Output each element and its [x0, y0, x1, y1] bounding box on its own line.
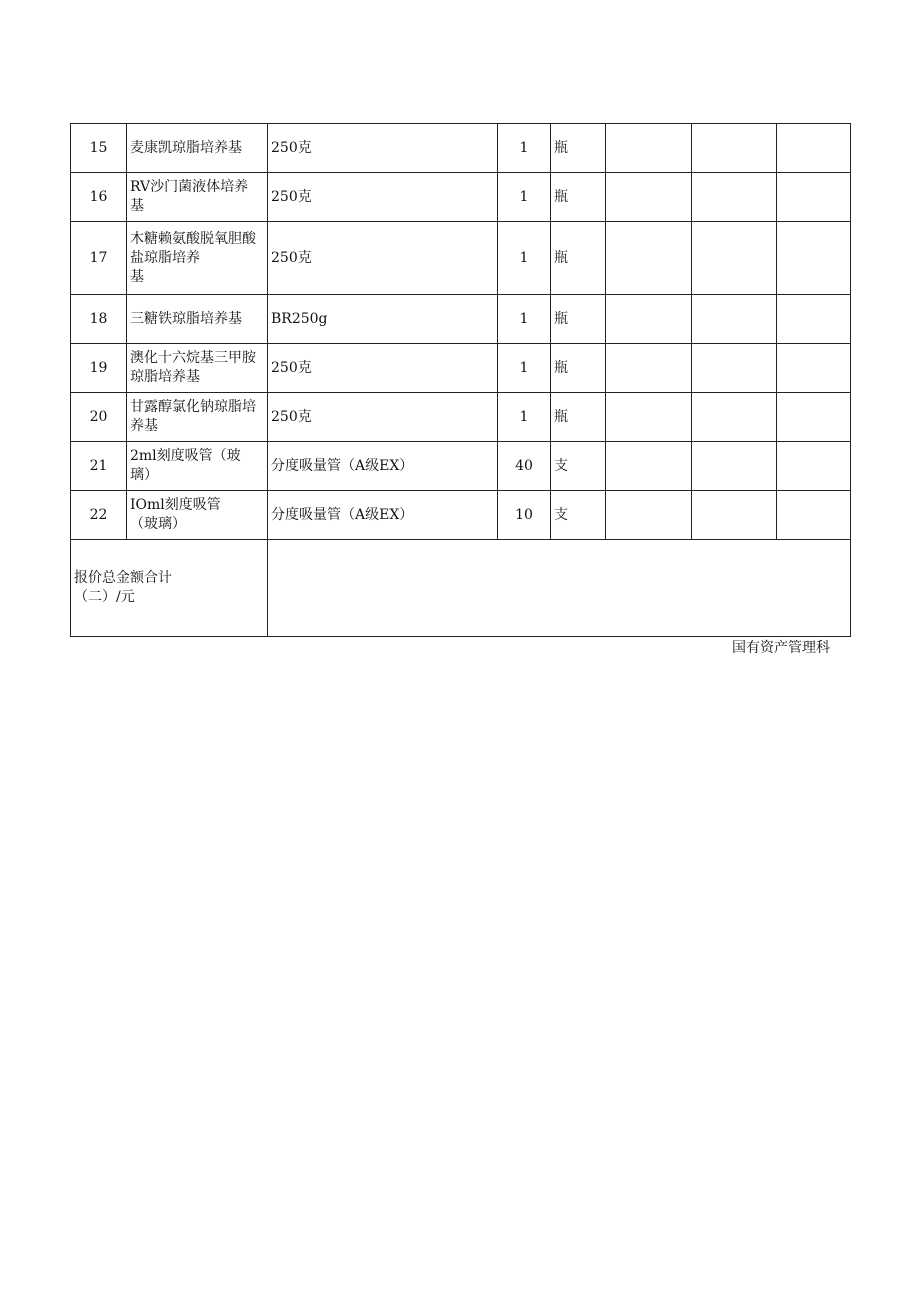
item-quantity: 40	[498, 442, 551, 491]
item-number: 17	[71, 222, 127, 295]
item-name-text: IOml刻度吸管 （玻璃）	[130, 497, 221, 532]
item-quantity: 1	[498, 393, 551, 442]
total-label-cell	[71, 540, 268, 637]
table-row	[71, 344, 851, 393]
table-row	[71, 295, 851, 344]
item-quantity: 10	[498, 491, 551, 540]
remark-cell	[777, 491, 851, 540]
department-note: 国有资产管理科	[732, 640, 830, 656]
item-number: 18	[71, 295, 127, 344]
item-unit: 支	[551, 491, 606, 540]
item-quantity: 1	[498, 344, 551, 393]
amount-cell	[692, 393, 777, 442]
table-row	[71, 124, 851, 173]
remark-cell	[777, 124, 851, 173]
item-quantity: 1	[498, 222, 551, 295]
unit-price-cell	[606, 442, 692, 491]
item-name	[127, 393, 268, 442]
item-spec: 分度吸量管（A级EX）	[268, 442, 498, 491]
amount-cell	[692, 491, 777, 540]
unit-price-cell	[606, 344, 692, 393]
item-name	[127, 222, 268, 295]
remark-cell	[777, 222, 851, 295]
unit-price-cell	[606, 222, 692, 295]
item-unit: 瓶	[551, 295, 606, 344]
item-quantity: 1	[498, 173, 551, 222]
item-name-text: 2ml刻度吸管（玻 璃）	[130, 448, 241, 483]
remark-cell	[777, 344, 851, 393]
table-row	[71, 491, 851, 540]
table-row	[71, 442, 851, 491]
unit-price-cell	[606, 393, 692, 442]
item-number: 22	[71, 491, 127, 540]
item-number: 15	[71, 124, 127, 173]
item-name-text: 澳化十六烷基三甲胺 琼脂培养基	[130, 350, 256, 385]
unit-price-cell	[606, 295, 692, 344]
item-spec: 分度吸量管（A级EX）	[268, 491, 498, 540]
item-name	[127, 491, 268, 540]
item-name-text: 甘露醇氯化钠琼脂培 养基	[130, 399, 256, 434]
unit-price-cell	[606, 491, 692, 540]
table-row	[71, 222, 851, 295]
total-row	[71, 540, 851, 637]
item-name-text: 木糖赖氨酸脱氧胆酸 盐琼脂培养 基	[130, 230, 256, 285]
item-name	[127, 124, 268, 173]
item-unit: 瓶	[551, 222, 606, 295]
amount-cell	[692, 124, 777, 173]
item-name	[127, 442, 268, 491]
item-spec: 250克	[268, 173, 498, 222]
item-spec: BR250g	[268, 295, 498, 344]
item-name	[127, 173, 268, 222]
remark-cell	[777, 442, 851, 491]
remark-cell	[777, 393, 851, 442]
item-spec: 250克	[268, 393, 498, 442]
item-name	[127, 295, 268, 344]
amount-cell	[692, 442, 777, 491]
total-label: 报价总金额合计 （二）/元	[74, 570, 172, 605]
table-row	[71, 393, 851, 442]
item-number: 16	[71, 173, 127, 222]
item-quantity: 1	[498, 295, 551, 344]
item-spec: 250克	[268, 124, 498, 173]
amount-cell	[692, 173, 777, 222]
amount-cell	[692, 344, 777, 393]
item-name-text: RV沙门菌液体培养 基	[130, 179, 249, 214]
quote-table	[70, 123, 851, 637]
amount-cell	[692, 295, 777, 344]
item-spec: 250克	[268, 344, 498, 393]
item-unit: 瓶	[551, 393, 606, 442]
item-number: 20	[71, 393, 127, 442]
item-name	[127, 344, 268, 393]
item-unit: 瓶	[551, 344, 606, 393]
item-unit: 瓶	[551, 124, 606, 173]
item-name-text: 三糖铁琼脂培养基	[130, 310, 242, 327]
item-name-text: 麦康凯琼脂培养基	[130, 139, 242, 156]
item-unit: 瓶	[551, 173, 606, 222]
item-number: 19	[71, 344, 127, 393]
unit-price-cell	[606, 124, 692, 173]
unit-price-cell	[606, 173, 692, 222]
item-unit: 支	[551, 442, 606, 491]
remark-cell	[777, 295, 851, 344]
item-spec: 250克	[268, 222, 498, 295]
item-number: 21	[71, 442, 127, 491]
table-row	[71, 173, 851, 222]
amount-cell	[692, 222, 777, 295]
total-value-cell	[268, 540, 851, 637]
remark-cell	[777, 173, 851, 222]
item-quantity: 1	[498, 124, 551, 173]
